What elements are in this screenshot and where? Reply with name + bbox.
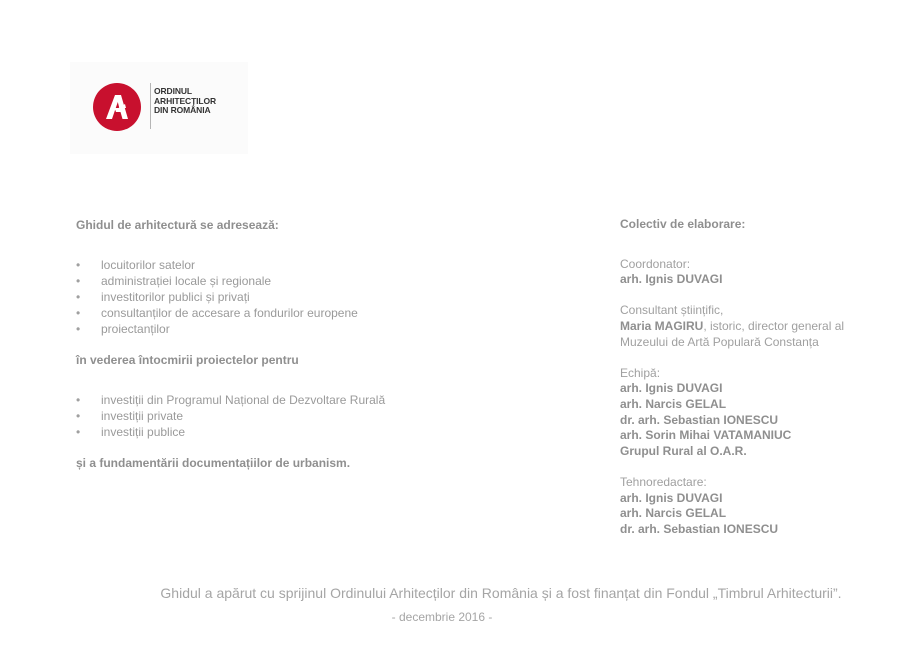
consultant-desc-2: Muzeului de Artă Populară Constanța bbox=[620, 334, 819, 349]
list-item: • proiectanților bbox=[76, 321, 496, 337]
publication-date: - decembrie 2016 - bbox=[391, 610, 493, 624]
oar-logo-mark-icon bbox=[92, 82, 142, 132]
editor-name: dr. arh. Sebastian IONESCU bbox=[620, 521, 779, 536]
list-item: • investiții publice bbox=[76, 424, 496, 440]
coordinator-name: arh. Ignis DUVAGI bbox=[620, 272, 723, 287]
team-member: arh. Narcis GELAL bbox=[620, 396, 727, 411]
audience-list bbox=[76, 257, 496, 337]
list-item: • investitorilor publici și privați bbox=[76, 289, 496, 305]
consultant-name: Maria MAGIRU bbox=[620, 318, 704, 333]
editor-name: arh. Narcis GELAL bbox=[620, 506, 727, 521]
consultant-label: Consultant științific, bbox=[620, 303, 724, 318]
list-item: • investiții private bbox=[76, 408, 496, 424]
list-item: • administrației locale și regionale bbox=[76, 273, 496, 289]
list-item: • investiții din Programul Național de Dezvoltare Rurală bbox=[76, 392, 496, 408]
projects-list bbox=[76, 392, 496, 440]
list-item: • locuitorilor satelor bbox=[76, 257, 496, 273]
projects-heading: în vederea întocmirii proiectelor pentru bbox=[76, 353, 299, 367]
urbanism-heading: și a fundamentării documentațiilor de urbanism. bbox=[76, 456, 351, 470]
team-member: arh. Ignis DUVAGI bbox=[620, 381, 723, 396]
editing-label: Tehnoredactare: bbox=[620, 474, 707, 489]
funding-note: Ghidul a apărut cu sprijinul Ordinului Arhitecților din România și a fost finanțat din Fondul „Timbrul Arhitecturii”. bbox=[160, 585, 842, 601]
editor-name: arh. Ignis DUVAGI bbox=[620, 490, 723, 505]
team-member: arh. Sorin Mihai VATAMANIUC bbox=[620, 428, 792, 443]
oar-logo bbox=[70, 62, 248, 154]
audience-heading: Ghidul de arhitectură se adresează: bbox=[76, 218, 279, 232]
logo-line-2: ARHITECȚILOR bbox=[154, 95, 217, 106]
team-label: Echipă: bbox=[620, 365, 661, 380]
coordinator-label: Coordonator: bbox=[620, 256, 691, 271]
authors-heading: Colectiv de elaborare: bbox=[620, 217, 746, 231]
list-item: • consultanților de accesare a fondurilor europene bbox=[76, 305, 496, 321]
guide-audience-section bbox=[76, 217, 496, 471]
logo-line-1: ORDINUL bbox=[154, 86, 193, 96]
authors-section bbox=[620, 217, 910, 537]
team-member: dr. arh. Sebastian IONESCU bbox=[620, 412, 779, 427]
logo-line-3: DIN ROMÂNIA bbox=[154, 105, 211, 115]
consultant-desc: , istoric, director general al bbox=[703, 318, 845, 333]
logo-divider bbox=[150, 83, 151, 129]
consultant-line bbox=[620, 319, 910, 335]
logo-text bbox=[154, 87, 216, 116]
team-member: Grupul Rural al O.A.R. bbox=[620, 443, 747, 458]
